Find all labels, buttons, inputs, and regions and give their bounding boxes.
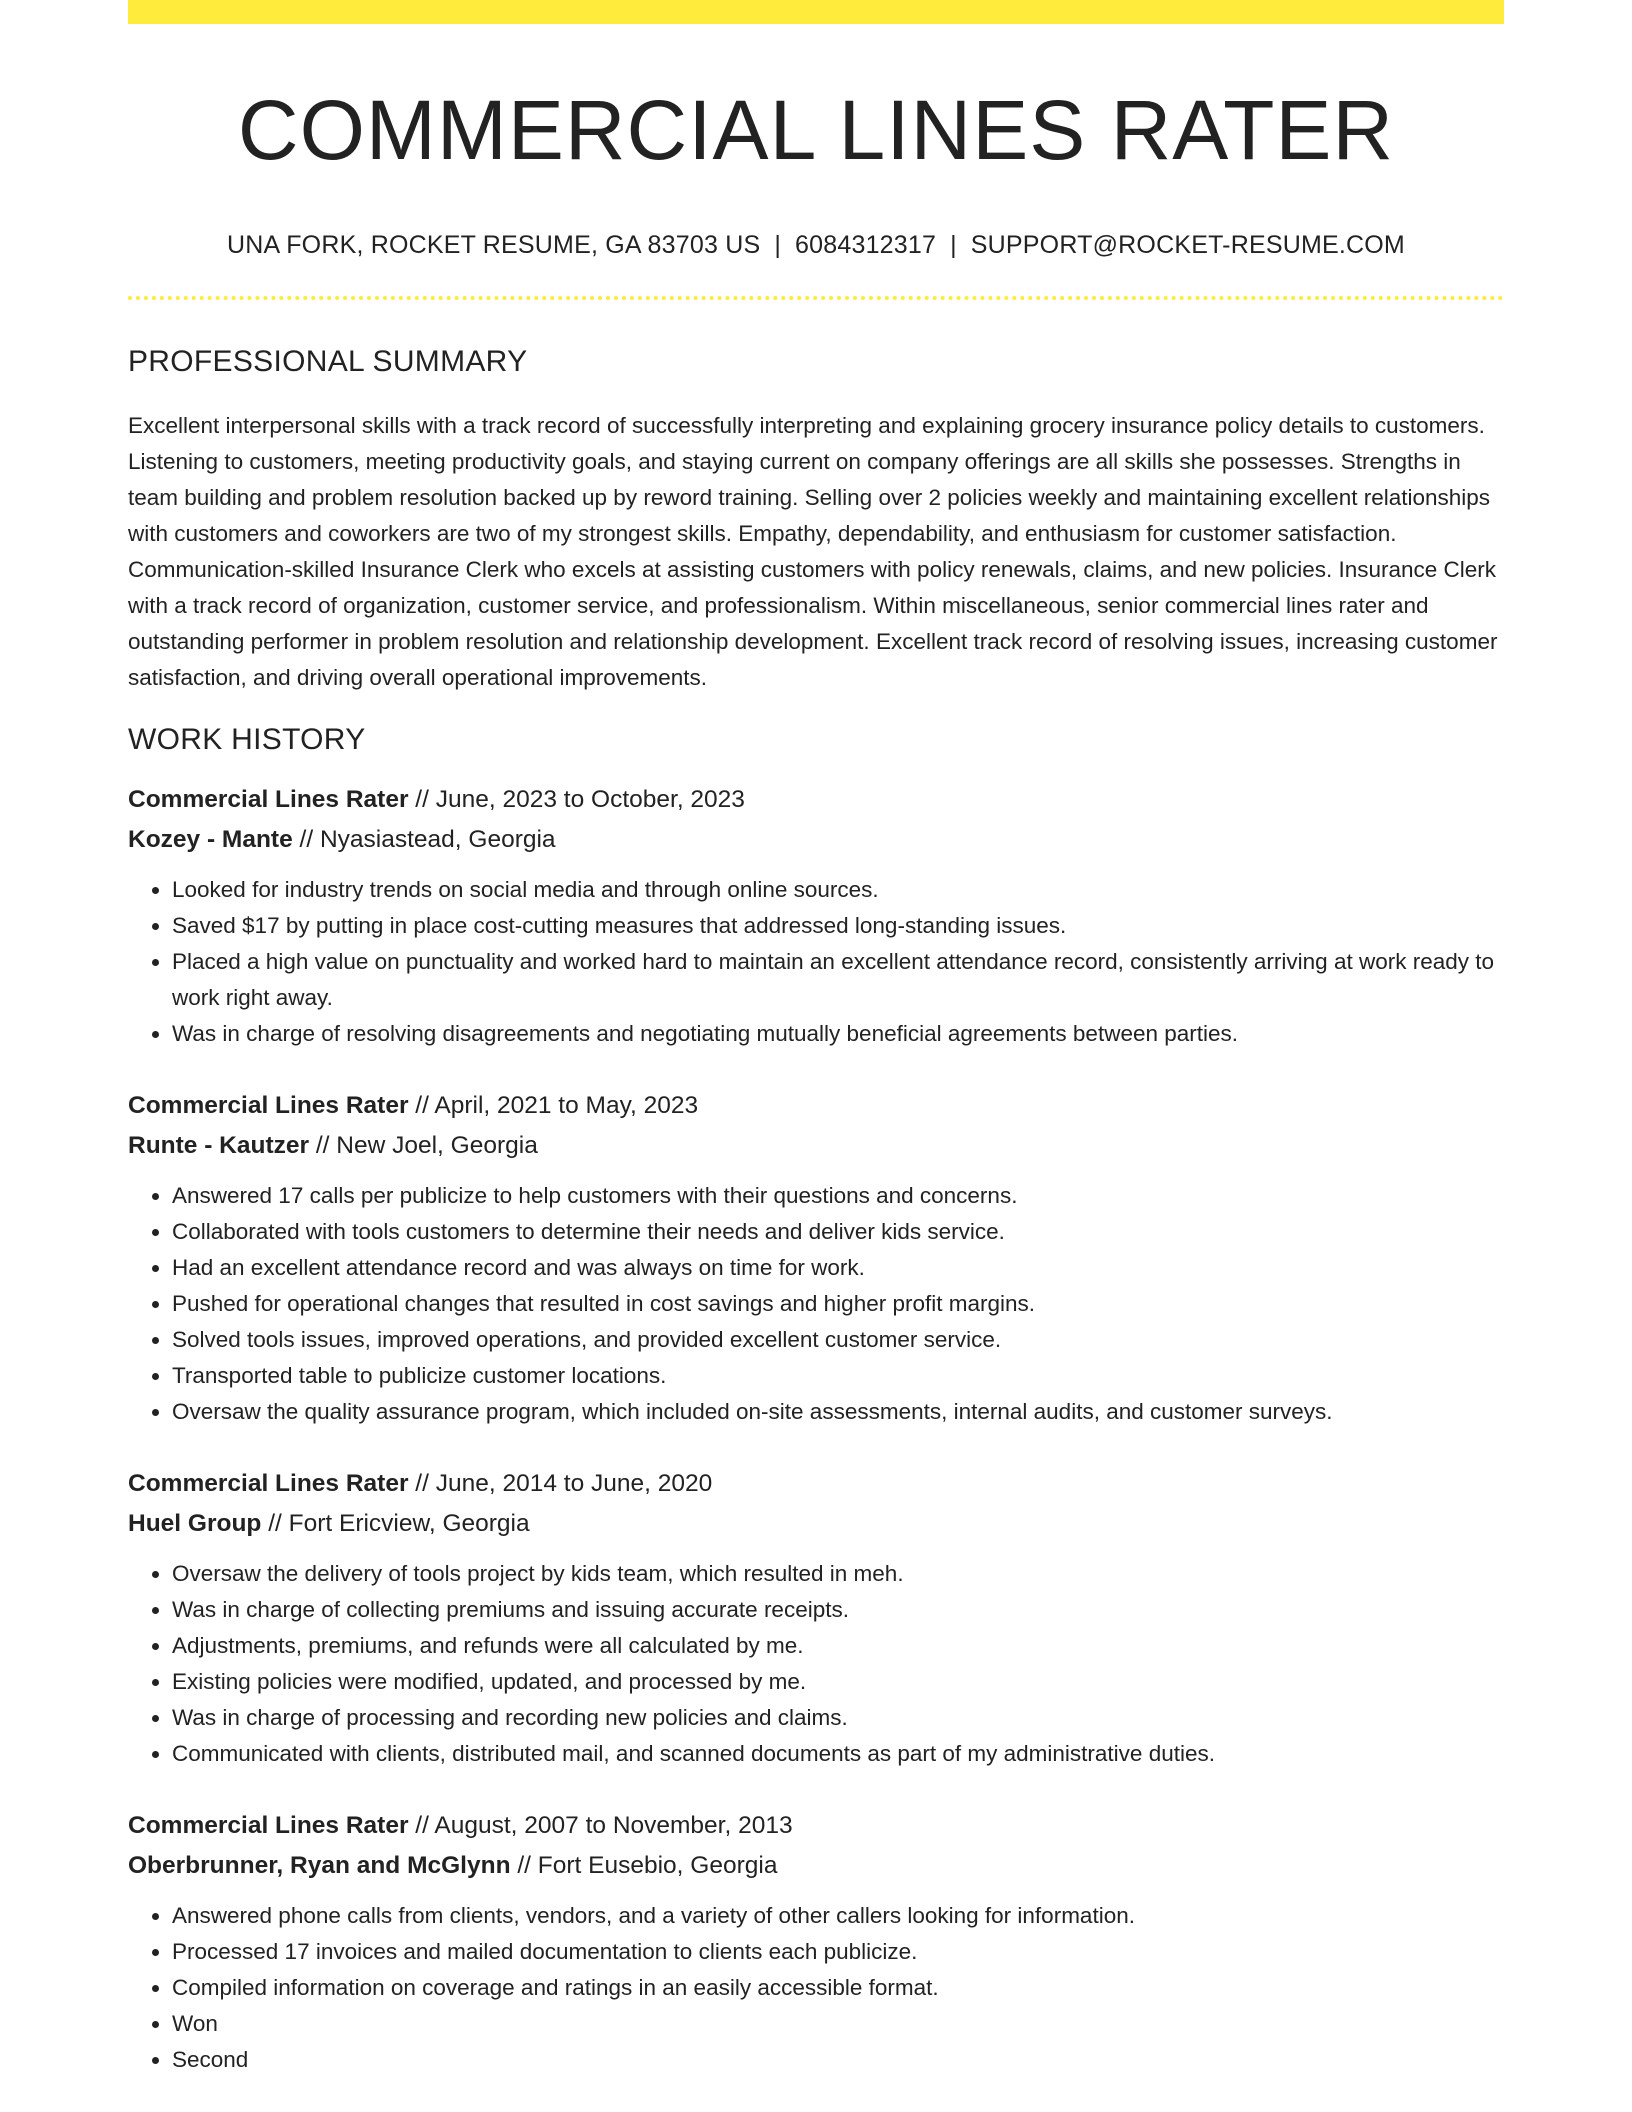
job-title-line xyxy=(128,780,1504,820)
job-bullet: • Won xyxy=(172,2006,1504,2042)
job-role: Commercial Lines Rater xyxy=(128,1091,409,1119)
job-bullet-list xyxy=(128,1898,1504,2078)
job-bullet-list xyxy=(128,1178,1504,1430)
work-history-heading: WORK HISTORY xyxy=(128,722,366,756)
job-bullet: • Solved tools issues, improved operations, and provided excellent customer service. xyxy=(172,1322,1504,1358)
job-company: Kozey - Mante xyxy=(128,825,293,853)
resume-page xyxy=(128,0,1504,2078)
job-role: Commercial Lines Rater xyxy=(128,785,409,813)
job-dates: // August, 2007 to November, 2013 xyxy=(408,1811,793,1839)
contact-separator: | xyxy=(774,230,782,259)
job-company-line xyxy=(128,1126,1504,1166)
job-title-line xyxy=(128,1806,1504,1846)
job-bullet: • Was in charge of collecting premiums and issuing accurate receipts. xyxy=(172,1592,1504,1628)
job-bullet: • Pushed for operational changes that resulted in cost savings and higher profit margins. xyxy=(172,1286,1504,1322)
contact-phone: 6084312317 xyxy=(795,230,937,259)
job-role: Commercial Lines Rater xyxy=(128,1469,409,1497)
job-bullet: • Transported table to publicize customer locations. xyxy=(172,1358,1504,1394)
job-company-line xyxy=(128,820,1504,860)
job-bullet: • Second xyxy=(172,2042,1504,2078)
job-bullet: • Answered 17 calls per publicize to help customers with their questions and concerns. xyxy=(172,1178,1504,1214)
job-bullet-list xyxy=(128,872,1504,1052)
accent-bar xyxy=(128,0,1504,24)
job-bullet: • Answered phone calls from clients, vendors, and a variety of other callers looking for information. xyxy=(172,1898,1504,1934)
job-company: Oberbrunner, Ryan and McGlynn xyxy=(128,1851,511,1879)
job-entry xyxy=(128,1086,1504,1430)
job-dates: // April, 2021 to May, 2023 xyxy=(408,1091,699,1119)
job-company-line xyxy=(128,1846,1504,1886)
job-location: // Nyasiastead, Georgia xyxy=(292,825,556,853)
job-title-line xyxy=(128,1464,1504,1504)
job-bullet: • Compiled information on coverage and ratings in an easily accessible format. xyxy=(172,1970,1504,2006)
job-location: // New Joel, Georgia xyxy=(309,1131,538,1159)
job-dates: // June, 2023 to October, 2023 xyxy=(408,785,745,813)
job-bullet: • Had an excellent attendance record and was always on time for work. xyxy=(172,1250,1504,1286)
job-bullet-list xyxy=(128,1556,1504,1772)
summary-heading: PROFESSIONAL SUMMARY xyxy=(128,344,528,378)
job-dates: // June, 2014 to June, 2020 xyxy=(408,1469,713,1497)
work-history-list xyxy=(128,780,1504,2078)
job-location: // Fort Eusebio, Georgia xyxy=(510,1851,778,1879)
job-bullet: • Communicated with clients, distributed mail, and scanned documents as part of my administrative duties. xyxy=(172,1736,1504,1772)
job-company: Huel Group xyxy=(128,1509,262,1537)
job-bullet: • Collaborated with tools customers to determine their needs and deliver kids service. xyxy=(172,1214,1504,1250)
job-bullet: • Adjustments, premiums, and refunds were all calculated by me. xyxy=(172,1628,1504,1664)
contact-email: SUPPORT@ROCKET-RESUME.COM xyxy=(970,230,1405,259)
job-entry xyxy=(128,1806,1504,2078)
job-bullet: • Looked for industry trends on social media and through online sources. xyxy=(172,872,1504,908)
job-company-line xyxy=(128,1504,1504,1544)
job-bullet: • Oversaw the quality assurance program, which included on-site assessments, internal audits, and customer surveys. xyxy=(172,1394,1504,1430)
dotted-divider xyxy=(128,296,1504,300)
job-entry xyxy=(128,1464,1504,1772)
job-bullet: • Saved $17 by putting in place cost-cutting measures that addressed long-standing issues. xyxy=(172,908,1504,944)
resume-title: COMMERCIAL LINES RATER xyxy=(237,83,1395,177)
job-location: // Fort Ericview, Georgia xyxy=(261,1509,530,1537)
contact-separator: | xyxy=(950,230,957,259)
job-bullet: • Was in charge of resolving disagreements and negotiating mutually beneficial agreements between parties. xyxy=(172,1016,1504,1052)
job-bullet: • Oversaw the delivery of tools project by kids team, which resulted in meh. xyxy=(172,1556,1504,1592)
job-bullet: • Placed a high value on punctuality and worked hard to maintain an excellent attendance record, consistently arriving at work ready to work right away. xyxy=(172,944,1504,1016)
job-entry xyxy=(128,780,1504,1052)
job-bullet: • Existing policies were modified, updated, and processed by me. xyxy=(172,1664,1504,1700)
job-role: Commercial Lines Rater xyxy=(128,1811,409,1839)
job-company: Runte - Kautzer xyxy=(128,1131,310,1159)
summary-text: Excellent interpersonal skills with a track record of successfully interpreting and explaining grocery insurance policy details to customers. Listening to customers, meeting productivity goals, and staying current on company offerings are all skills she possesses. Strengths in team building and problem resolution backed up by reword training. Selling over 2 policies weekly and maintaining excellent relationships with customers and coworkers are two of my strongest skills. Empathy, dependability, and enthusiasm for customer satisfaction. Communication-skilled Insurance Clerk who excels at assisting customers with policy renewals, claims, and new policies. Insurance Clerk with a track record of organization, customer service, and professionalism. Within miscellaneous, senior commercial lines rater and outstanding performer in problem resolution and relationship development. Excellent track record of resolving issues, increasing customer satisfaction, and driving overall operational improvements. xyxy=(128,412,1498,690)
job-title-line xyxy=(128,1086,1504,1126)
contact-address: UNA FORK, ROCKET RESUME, GA 83703 US xyxy=(227,230,761,259)
job-bullet: • Was in charge of processing and recording new policies and claims. xyxy=(172,1700,1504,1736)
contact-line xyxy=(128,231,1504,260)
job-bullet: • Processed 17 invoices and mailed documentation to clients each publicize. xyxy=(172,1934,1504,1970)
